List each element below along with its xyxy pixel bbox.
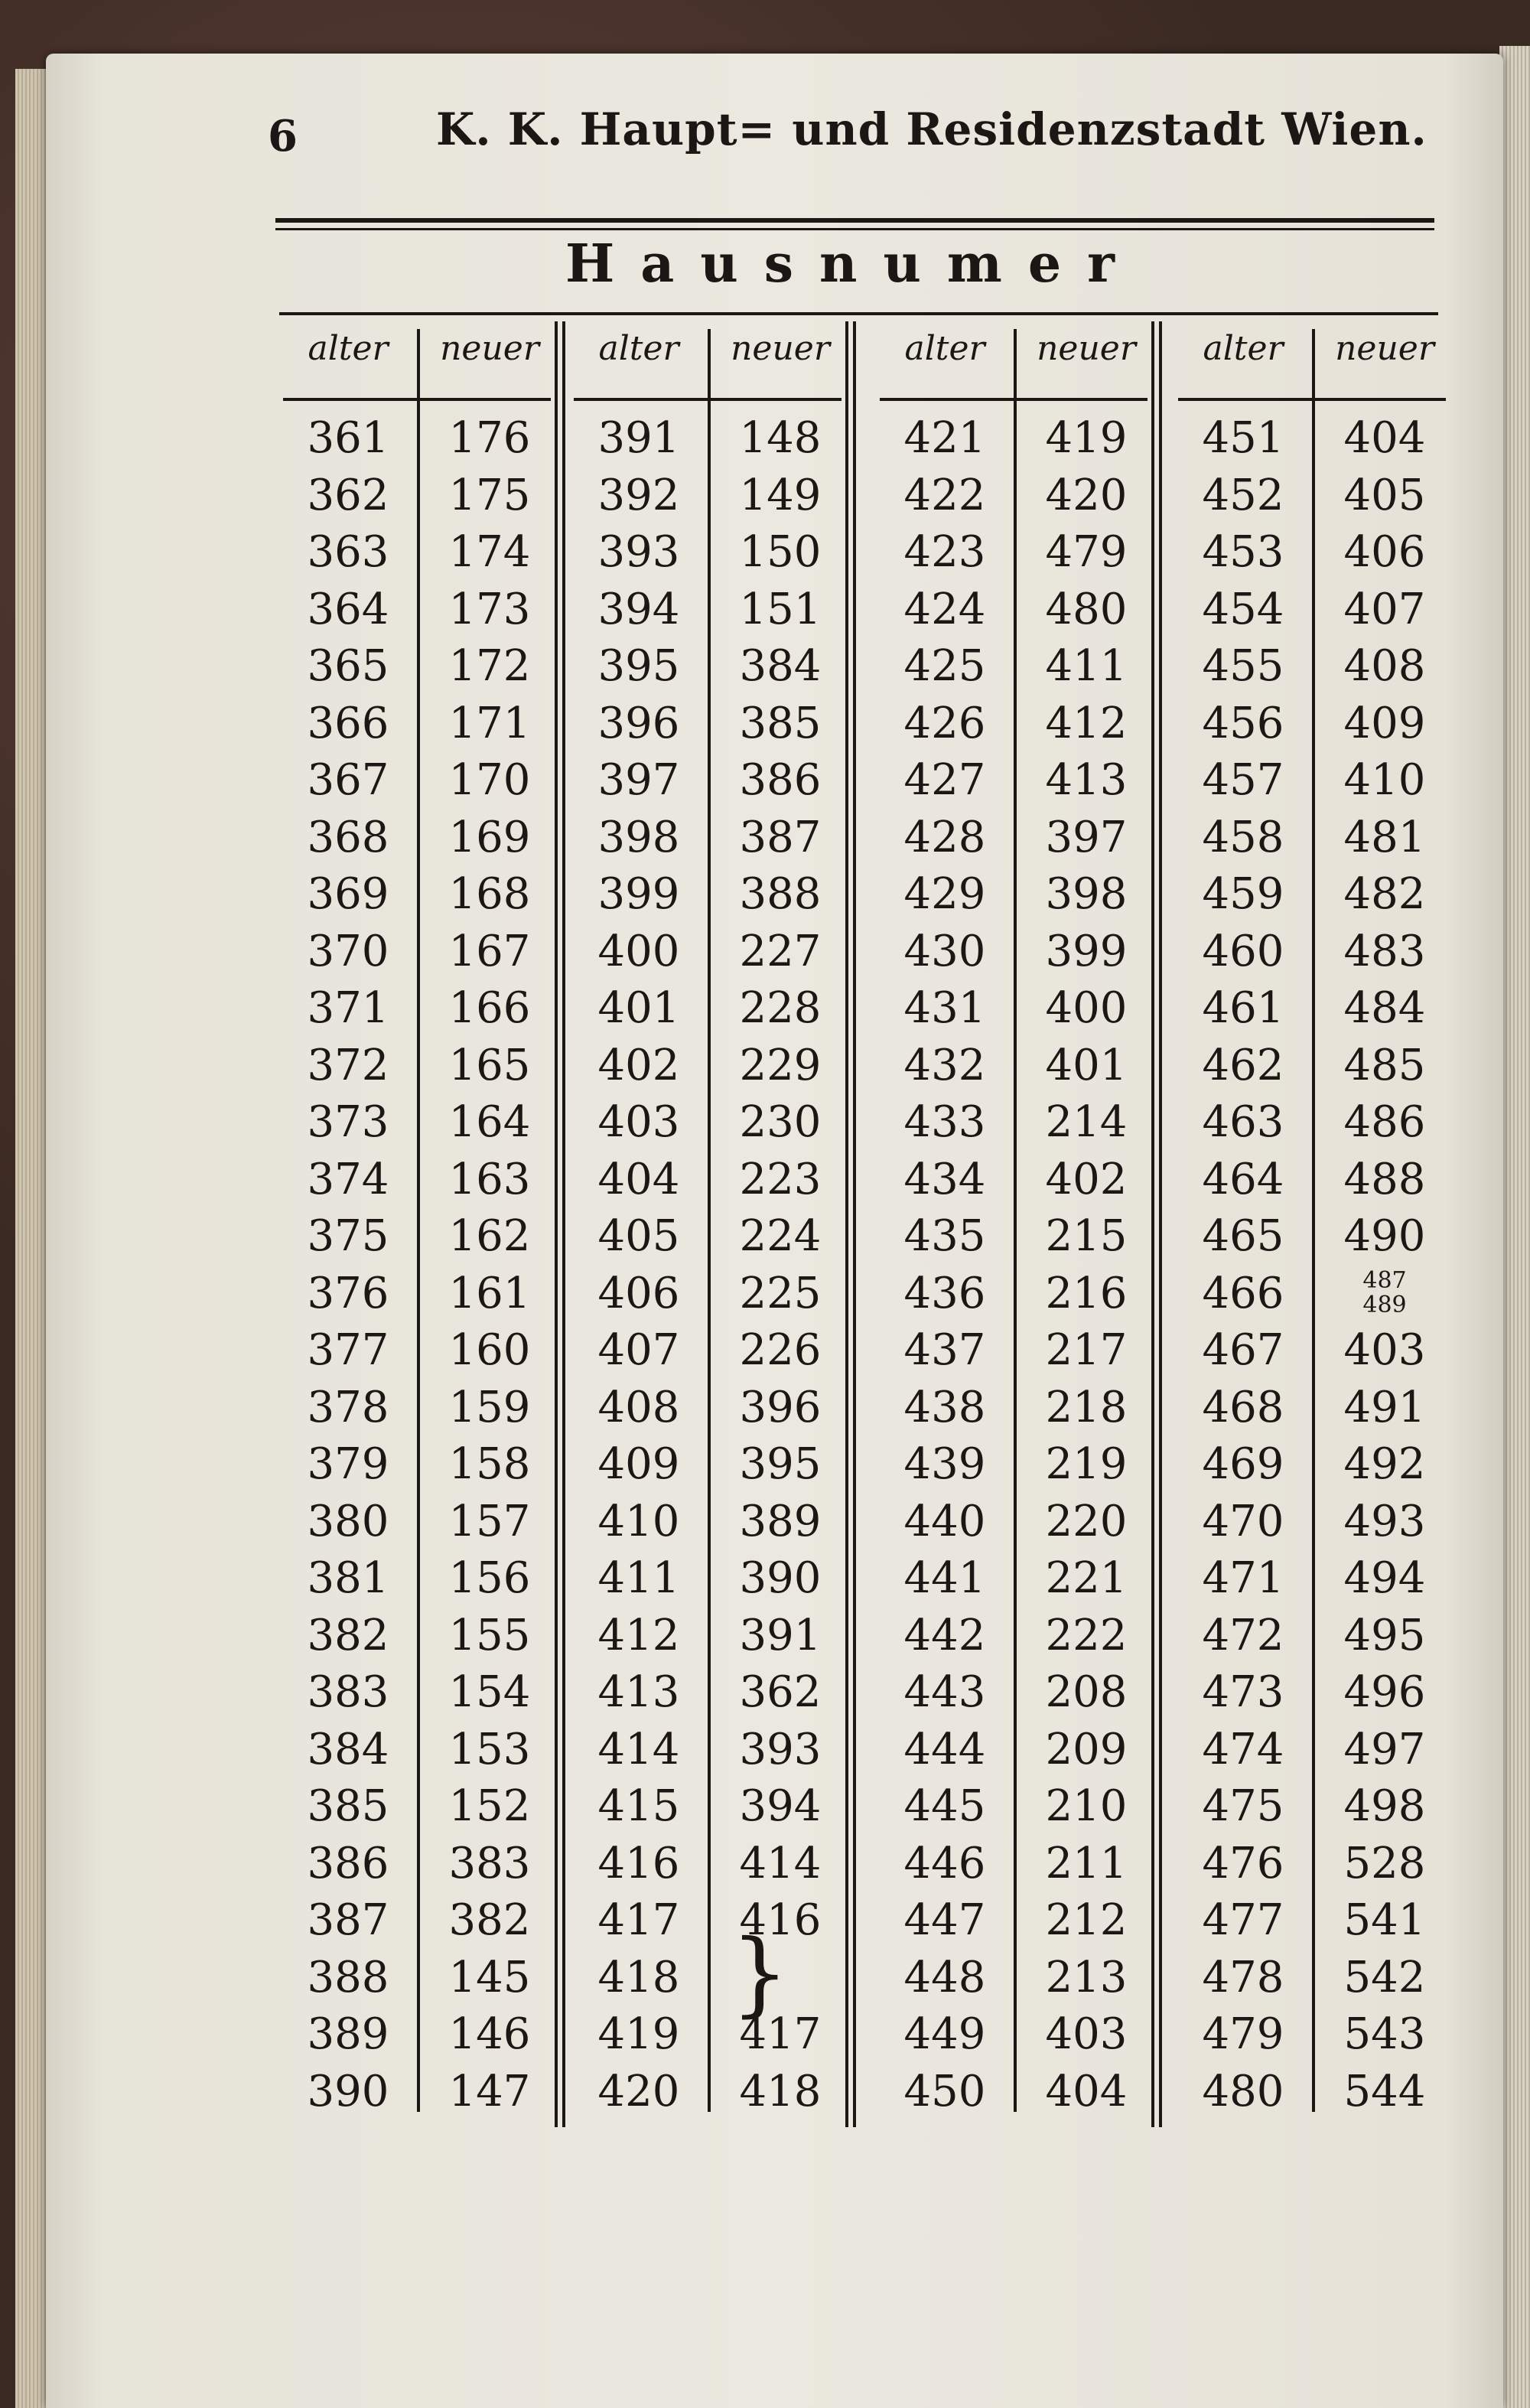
old-number-cell: 393: [597, 527, 680, 577]
new-number-cell: 227: [739, 926, 822, 976]
column-header-new: neuer: [1037, 329, 1136, 368]
new-number-cell: 226: [739, 1325, 822, 1375]
new-number-cell: 485: [1343, 1040, 1426, 1090]
old-number-cell: 419: [597, 2009, 680, 2059]
new-number-cell: 222: [1045, 1610, 1128, 1660]
new-number-cell: 497: [1343, 1724, 1426, 1774]
column-header-old: alter: [1203, 329, 1284, 368]
new-number-cell: 223: [739, 1154, 822, 1204]
old-number-cell: 429: [903, 869, 986, 919]
new-number-cell: 407: [1343, 584, 1426, 634]
old-number-cell: 444: [903, 1724, 986, 1774]
new-number-cell: 149: [739, 470, 822, 520]
old-number-cell: 448: [903, 1952, 986, 2002]
old-number-cell: 479: [1202, 2009, 1284, 2059]
new-number-cell: 480: [1045, 584, 1128, 634]
new-number-cell: 214: [1045, 1097, 1128, 1147]
old-number-cell: 413: [597, 1667, 680, 1717]
old-number-cell: 454: [1202, 584, 1284, 634]
old-number-cell: 417: [597, 1895, 680, 1945]
old-number-cell: 436: [903, 1268, 986, 1318]
new-number-cell: 403: [1045, 2009, 1128, 2059]
old-number-cell: 388: [307, 1952, 389, 2002]
new-number-cell: 161: [448, 1268, 531, 1318]
column-separator: [417, 329, 420, 2112]
new-number-cell: 220: [1045, 1496, 1128, 1546]
new-number-cell: 389: [739, 1496, 822, 1546]
new-number-cell: 169: [448, 812, 531, 862]
new-number-cell: 418: [739, 2066, 822, 2116]
new-number-cell: 493: [1343, 1496, 1426, 1546]
new-number-cell: 174: [448, 527, 531, 577]
old-number-cell: 381: [307, 1553, 389, 1603]
old-number-cell: 415: [597, 1781, 680, 1831]
new-number-cell: 154: [448, 1667, 531, 1717]
new-number-cell: 159: [448, 1382, 531, 1432]
old-number-cell: 455: [1202, 641, 1284, 691]
old-number-cell: 377: [307, 1325, 389, 1375]
new-number-cell: 172: [448, 641, 531, 691]
new-number-cell: 221: [1045, 1553, 1128, 1603]
column-separator: [1014, 329, 1017, 2112]
new-number-cell: 166: [448, 983, 531, 1033]
old-number-cell: 369: [307, 869, 389, 919]
top-rule-1: [275, 218, 1434, 223]
table-title: Hausnumer: [565, 233, 1141, 295]
old-number-cell: 443: [903, 1667, 986, 1717]
new-number-cell: 406: [1343, 527, 1426, 577]
new-number-cell: 419: [1045, 413, 1128, 463]
old-number-cell: 374: [307, 1154, 389, 1204]
new-number-cell: 404: [1045, 2066, 1128, 2116]
old-number-cell: 423: [903, 527, 986, 577]
old-number-cell: 477: [1202, 1895, 1284, 1945]
new-number-cell: 153: [448, 1724, 531, 1774]
new-number-cell: 167: [448, 926, 531, 976]
old-number-cell: 402: [597, 1040, 680, 1090]
new-number-cell: 397: [1045, 812, 1128, 862]
new-number-cell: 398: [1045, 869, 1128, 919]
old-number-cell: 410: [597, 1496, 680, 1546]
old-number-cell: 467: [1202, 1325, 1284, 1375]
old-number-cell: 395: [597, 641, 680, 691]
old-number-cell: 457: [1202, 755, 1284, 805]
new-number-cell: 402: [1045, 1154, 1128, 1204]
old-number-cell: 401: [597, 983, 680, 1033]
new-number-cell: 208: [1045, 1667, 1128, 1717]
old-number-cell: 380: [307, 1496, 389, 1546]
new-number-cell: 488: [1343, 1154, 1426, 1204]
old-number-cell: 391: [597, 413, 680, 463]
old-number-cell: 411: [597, 1553, 680, 1603]
old-number-cell: 458: [1202, 812, 1284, 862]
new-number-cell: 148: [739, 413, 822, 463]
old-number-cell: 404: [597, 1154, 680, 1204]
old-number-cell: 431: [903, 983, 986, 1033]
new-number-cell: 212: [1045, 1895, 1128, 1945]
new-number-cell: 173: [448, 584, 531, 634]
new-number-cell: 411: [1045, 641, 1128, 691]
new-number-cell: 219: [1045, 1439, 1128, 1489]
column-separator: [1312, 329, 1315, 2112]
new-number-cell: 151: [739, 584, 822, 634]
new-number-cell: 408: [1343, 641, 1426, 691]
old-number-cell: 379: [307, 1439, 389, 1489]
old-number-cell: 472: [1202, 1610, 1284, 1660]
old-number-cell: 446: [903, 1838, 986, 1888]
new-number-cell: 168: [448, 869, 531, 919]
column-header-old: alter: [904, 329, 985, 368]
old-number-cell: 366: [307, 698, 389, 748]
group-separator: [1151, 321, 1162, 2127]
old-number-cell: 451: [1202, 413, 1284, 463]
old-number-cell: 442: [903, 1610, 986, 1660]
new-number-cell: 487 489: [1362, 1266, 1407, 1318]
running-title: K. K. Haupt= und Residenzstadt Wien.: [436, 103, 1427, 155]
top-rule-2: [275, 228, 1434, 230]
new-number-cell: 170: [448, 755, 531, 805]
new-number-cell: 162: [448, 1211, 531, 1261]
old-number-cell: 478: [1202, 1952, 1284, 2002]
old-number-cell: 437: [903, 1325, 986, 1375]
old-number-cell: 362: [307, 470, 389, 520]
old-number-cell: 382: [307, 1610, 389, 1660]
new-number-cell: 215: [1045, 1211, 1128, 1261]
old-number-cell: 407: [597, 1325, 680, 1375]
new-number-cell: 399: [1045, 926, 1128, 976]
new-number-cell: 383: [448, 1838, 531, 1888]
new-number-cell: 217: [1045, 1325, 1128, 1375]
old-number-cell: 421: [903, 413, 986, 463]
new-number-cell: 482: [1343, 869, 1426, 919]
new-number-cell: 388: [739, 869, 822, 919]
old-number-cell: 376: [307, 1268, 389, 1318]
new-number-cell: 528: [1343, 1838, 1426, 1888]
new-number-cell: 543: [1343, 2009, 1426, 2059]
old-number-cell: 370: [307, 926, 389, 976]
new-number-cell: 409: [1343, 698, 1426, 748]
new-number-cell: 175: [448, 470, 531, 520]
new-number-cell: 420: [1045, 470, 1128, 520]
old-number-cell: 385: [307, 1781, 389, 1831]
new-number-cell: 486: [1343, 1097, 1426, 1147]
old-number-cell: 361: [307, 413, 389, 463]
new-number-cell: 362: [739, 1667, 822, 1717]
old-number-cell: 471: [1202, 1553, 1284, 1603]
old-number-cell: 469: [1202, 1439, 1284, 1489]
old-number-cell: 463: [1202, 1097, 1284, 1147]
old-number-cell: 416: [597, 1838, 680, 1888]
new-number-cell: 224: [739, 1211, 822, 1261]
old-number-cell: 397: [597, 755, 680, 805]
new-number-cell: 491: [1343, 1382, 1426, 1432]
new-number-cell: 496: [1343, 1667, 1426, 1717]
new-number-cell: 382: [448, 1895, 531, 1945]
old-number-cell: 371: [307, 983, 389, 1033]
new-number-cell: 171: [448, 698, 531, 748]
old-number-cell: 392: [597, 470, 680, 520]
old-number-cell: 428: [903, 812, 986, 862]
new-number-cell: 211: [1045, 1838, 1128, 1888]
new-number-cell: 157: [448, 1496, 531, 1546]
new-number-cell: 164: [448, 1097, 531, 1147]
new-number-cell: 146: [448, 2009, 531, 2059]
new-number-cell: 492: [1343, 1439, 1426, 1489]
new-number-cell: 158: [448, 1439, 531, 1489]
old-number-cell: 439: [903, 1439, 986, 1489]
new-number-cell: 391: [739, 1610, 822, 1660]
new-number-cell: 544: [1343, 2066, 1426, 2116]
old-number-cell: 418: [597, 1952, 680, 2002]
old-number-cell: 409: [597, 1439, 680, 1489]
old-number-cell: 422: [903, 470, 986, 520]
old-number-cell: 447: [903, 1895, 986, 1945]
new-number-cell: 390: [739, 1553, 822, 1603]
new-number-cell: 145: [448, 1952, 531, 2002]
old-number-cell: 456: [1202, 698, 1284, 748]
old-number-cell: 453: [1202, 527, 1284, 577]
old-number-cell: 372: [307, 1040, 389, 1090]
new-number-cell: 216: [1045, 1268, 1128, 1318]
new-number-cell: 394: [739, 1781, 822, 1831]
old-number-cell: 406: [597, 1268, 680, 1318]
old-number-cell: 427: [903, 755, 986, 805]
old-number-cell: 461: [1202, 983, 1284, 1033]
new-number-cell: 401: [1045, 1040, 1128, 1090]
old-number-cell: 398: [597, 812, 680, 862]
old-number-cell: 378: [307, 1382, 389, 1432]
column-header-old: alter: [308, 329, 389, 368]
old-number-cell: 464: [1202, 1154, 1284, 1204]
new-number-cell: 393: [739, 1724, 822, 1774]
column-header-new: neuer: [440, 329, 539, 368]
new-number-cell: 495: [1343, 1610, 1426, 1660]
new-number-cell: 230: [739, 1097, 822, 1147]
old-number-cell: 475: [1202, 1781, 1284, 1831]
new-number-cell: 229: [739, 1040, 822, 1090]
new-number-cell: 412: [1045, 698, 1128, 748]
new-number-cell: 414: [739, 1838, 822, 1888]
new-number-cell: 218: [1045, 1382, 1128, 1432]
old-number-cell: 403: [597, 1097, 680, 1147]
new-number-cell: 541: [1343, 1895, 1426, 1945]
old-number-cell: 465: [1202, 1211, 1284, 1261]
old-number-cell: 462: [1202, 1040, 1284, 1090]
old-number-cell: 449: [903, 2009, 986, 2059]
old-number-cell: 375: [307, 1211, 389, 1261]
old-number-cell: 476: [1202, 1838, 1284, 1888]
new-number-cell: 152: [448, 1781, 531, 1831]
new-number-cell: 498: [1343, 1781, 1426, 1831]
new-number-cell: 160: [448, 1325, 531, 1375]
new-number-cell: 155: [448, 1610, 531, 1660]
old-number-cell: 473: [1202, 1667, 1284, 1717]
old-number-cell: 383: [307, 1667, 389, 1717]
column-header-old: alter: [598, 329, 679, 368]
old-number-cell: 459: [1202, 869, 1284, 919]
old-number-cell: 466: [1202, 1268, 1284, 1318]
old-number-cell: 480: [1202, 2066, 1284, 2116]
new-number-cell: 385: [739, 698, 822, 748]
new-number-cell: 483: [1343, 926, 1426, 976]
old-number-cell: 450: [903, 2066, 986, 2116]
old-number-cell: 384: [307, 1724, 389, 1774]
old-number-cell: 387: [307, 1895, 389, 1945]
new-number-cell: 490: [1343, 1211, 1426, 1261]
old-number-cell: 389: [307, 2009, 389, 2059]
old-number-cell: 445: [903, 1781, 986, 1831]
column-header-new: neuer: [1335, 329, 1434, 368]
old-number-cell: 432: [903, 1040, 986, 1090]
old-number-cell: 390: [307, 2066, 389, 2116]
old-number-cell: 425: [903, 641, 986, 691]
old-number-cell: 426: [903, 698, 986, 748]
new-number-cell: 484: [1343, 983, 1426, 1033]
old-number-cell: 460: [1202, 926, 1284, 976]
new-number-cell: 176: [448, 413, 531, 463]
old-number-cell: 396: [597, 698, 680, 748]
new-number-cell: 163: [448, 1154, 531, 1204]
old-number-cell: 412: [597, 1610, 680, 1660]
group-separator: [845, 321, 856, 2127]
new-number-cell: 210: [1045, 1781, 1128, 1831]
new-number-cell: 417: [739, 2009, 822, 2059]
old-number-cell: 441: [903, 1553, 986, 1603]
old-number-cell: 434: [903, 1154, 986, 1204]
new-number-cell: 542: [1343, 1952, 1426, 2002]
old-number-cell: 367: [307, 755, 389, 805]
new-number-cell: 396: [739, 1382, 822, 1432]
old-number-cell: 424: [903, 584, 986, 634]
old-number-cell: 400: [597, 926, 680, 976]
old-number-cell: 373: [307, 1097, 389, 1147]
new-number-cell: 147: [448, 2066, 531, 2116]
old-number-cell: 414: [597, 1724, 680, 1774]
new-number-cell: 165: [448, 1040, 531, 1090]
old-number-cell: 386: [307, 1838, 389, 1888]
new-number-cell: 410: [1343, 755, 1426, 805]
new-number-cell: 225: [739, 1268, 822, 1318]
old-number-cell: 399: [597, 869, 680, 919]
new-number-cell: 403: [1343, 1325, 1426, 1375]
old-number-cell: 470: [1202, 1496, 1284, 1546]
old-number-cell: 394: [597, 584, 680, 634]
new-number-cell: 481: [1343, 812, 1426, 862]
old-number-cell: 452: [1202, 470, 1284, 520]
new-number-cell: 209: [1045, 1724, 1128, 1774]
group-separator: [555, 321, 565, 2127]
old-number-cell: 435: [903, 1211, 986, 1261]
brace-416: }: [731, 1921, 789, 2027]
new-number-cell: 395: [739, 1439, 822, 1489]
new-number-cell: 404: [1343, 413, 1426, 463]
old-number-cell: 420: [597, 2066, 680, 2116]
old-number-cell: 368: [307, 812, 389, 862]
new-number-cell: 228: [739, 983, 822, 1033]
page-number: 6: [268, 111, 298, 161]
new-number-cell: 413: [1045, 755, 1128, 805]
new-number-cell: 387: [739, 812, 822, 862]
new-number-cell: 494: [1343, 1553, 1426, 1603]
old-number-cell: 433: [903, 1097, 986, 1147]
new-number-cell: 213: [1045, 1952, 1128, 2002]
old-number-cell: 365: [307, 641, 389, 691]
old-number-cell: 364: [307, 584, 389, 634]
old-number-cell: 468: [1202, 1382, 1284, 1432]
column-separator: [708, 329, 711, 2112]
new-number-cell: 479: [1045, 527, 1128, 577]
old-number-cell: 474: [1202, 1724, 1284, 1774]
new-number-cell: 416: [739, 1895, 822, 1945]
column-header-new: neuer: [731, 329, 830, 368]
old-number-cell: 430: [903, 926, 986, 976]
new-number-cell: 405: [1343, 470, 1426, 520]
new-number-cell: 150: [739, 527, 822, 577]
old-number-cell: 363: [307, 527, 389, 577]
old-number-cell: 405: [597, 1211, 680, 1261]
page-stack-right: [1499, 46, 1530, 2408]
old-number-cell: 408: [597, 1382, 680, 1432]
new-number-cell: 384: [739, 641, 822, 691]
old-number-cell: 440: [903, 1496, 986, 1546]
title-rule: [279, 312, 1438, 315]
new-number-cell: 156: [448, 1553, 531, 1603]
new-number-cell: 400: [1045, 983, 1128, 1033]
old-number-cell: 438: [903, 1382, 986, 1432]
new-number-cell: 386: [739, 755, 822, 805]
